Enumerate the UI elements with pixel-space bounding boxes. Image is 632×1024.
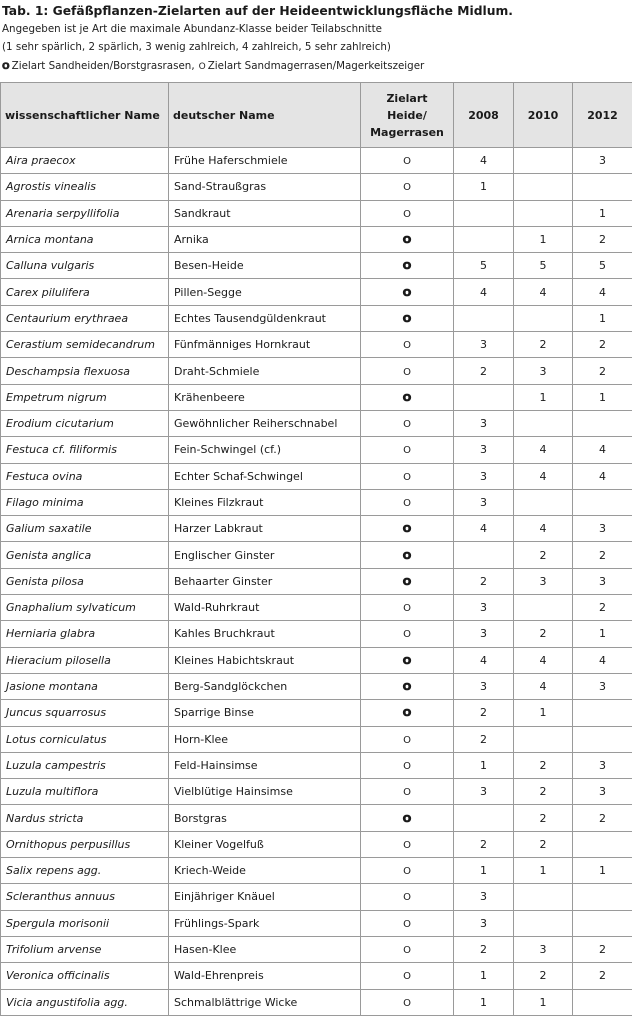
table-row [1,384,632,410]
table-row [1,700,632,726]
thin-circle-icon: O [403,787,411,799]
german-name-cell: Wald-Ehrenpreis [169,963,361,989]
target-type-cell [361,463,454,489]
german-name-cell: Frühe Haferschmiele [169,148,361,174]
abundance-2008-cell: 4 [454,279,514,305]
table-row [1,831,632,857]
thin-circle-icon: O [403,445,411,457]
target-type-cell [361,726,454,752]
legend-heide-label: Zielart Sandheiden/Borstgrasrasen, [11,60,195,72]
german-name-cell: Sparrige Binse [169,700,361,726]
target-type-cell [361,279,454,305]
target-type-cell [361,384,454,410]
table-row [1,253,632,279]
table-row [1,305,632,331]
target-type-cell [361,358,454,384]
german-name-cell: Englischer Ginster [169,542,361,568]
target-type-cell [361,253,454,279]
thin-circle-icon: O [403,839,411,851]
thin-circle-icon: O [403,918,411,930]
abundance-2010-cell [514,726,573,752]
target-type-cell [361,936,454,962]
abundance-2010-cell: 2 [514,963,573,989]
scientific-name-cell: Carex pilulifera [1,279,169,305]
german-name-cell: Kleines Habichtskraut [169,647,361,673]
scientific-name-cell: Festuca ovina [1,463,169,489]
bold-circle-icon: O [402,682,412,694]
german-name-cell: Kahles Bruchkraut [169,621,361,647]
target-type-cell [361,858,454,884]
abundance-2010-cell: 2 [514,779,573,805]
scientific-name-cell: Salix repens agg. [1,858,169,884]
german-name-cell: Vielblütige Hainsimse [169,779,361,805]
bold-circle-icon: O [2,62,10,72]
bold-circle-icon: O [402,550,412,562]
scientific-name-cell: Vicia angustifolia agg. [1,989,169,1015]
abundance-2012-cell [573,726,632,752]
target-type-cell [361,542,454,568]
abundance-2012-cell: 2 [573,226,632,252]
abundance-2010-cell [514,410,573,436]
target-type-cell [361,621,454,647]
table-row [1,910,632,936]
abundance-2008-cell: 2 [454,700,514,726]
abundance-2012-cell: 3 [573,752,632,778]
table-subtitle-line2: (1 sehr spärlich, 2 spärlich, 3 wenig zahlreich, 4 zahlreich, 5 sehr zahlreich) [2,41,391,53]
scientific-name-cell: Veronica officinalis [1,963,169,989]
abundance-2008-cell: 3 [454,884,514,910]
abundance-2008-cell [454,200,514,226]
abundance-2012-cell: 5 [573,253,632,279]
abundance-2008-cell: 4 [454,516,514,542]
thin-circle-icon: O [198,62,206,72]
scientific-name-cell: Filago minima [1,489,169,515]
table-row [1,673,632,699]
legend [2,58,630,75]
abundance-2010-cell: 2 [514,542,573,568]
abundance-2012-cell [573,410,632,436]
abundance-2010-cell: 3 [514,358,573,384]
abundance-2012-cell: 3 [573,516,632,542]
german-name-cell: Draht-Schmiele [169,358,361,384]
german-name-cell: Krähenbeere [169,384,361,410]
abundance-2012-cell: 2 [573,936,632,962]
abundance-2012-cell: 2 [573,542,632,568]
target-type-cell [361,831,454,857]
target-type-cell [361,332,454,358]
abundance-2008-cell [454,542,514,568]
table-row [1,621,632,647]
german-name-cell: Harzer Labkraut [169,516,361,542]
abundance-2008-cell: 3 [454,332,514,358]
abundance-2010-cell: 1 [514,384,573,410]
german-name-cell: Echter Schaf-Schwingel [169,463,361,489]
abundance-2008-cell: 3 [454,910,514,936]
target-type-cell [361,752,454,778]
abundance-2012-cell: 2 [573,805,632,831]
abundance-2010-cell [514,200,573,226]
german-name-cell: Kriech-Weide [169,858,361,884]
abundance-2008-cell: 4 [454,148,514,174]
abundance-2008-cell [454,805,514,831]
abundance-2008-cell: 3 [454,437,514,463]
table-row [1,989,632,1015]
bold-circle-icon: O [402,392,412,404]
abundance-2012-cell [573,910,632,936]
table-row [1,805,632,831]
abundance-2012-cell [573,989,632,1015]
abundance-2008-cell: 2 [454,936,514,962]
abundance-2010-cell: 3 [514,568,573,594]
abundance-2010-cell: 2 [514,805,573,831]
target-type-cell [361,595,454,621]
abundance-2008-cell [454,384,514,410]
table-row [1,226,632,252]
abundance-2012-cell: 3 [573,148,632,174]
target-type-cell [361,963,454,989]
abundance-2008-cell: 1 [454,963,514,989]
scientific-name-cell: Hieracium pilosella [1,647,169,673]
column-header-2008: 2008 [454,83,514,148]
abundance-2008-cell: 3 [454,410,514,436]
target-type-cell [361,647,454,673]
scientific-name-cell: Spergula morisonii [1,910,169,936]
thin-circle-icon: O [403,366,411,378]
abundance-2010-cell: 1 [514,226,573,252]
german-name-cell: Horn-Klee [169,726,361,752]
table-row [1,410,632,436]
abundance-2010-cell: 1 [514,989,573,1015]
thin-circle-icon: O [403,208,411,220]
thin-circle-icon: O [403,629,411,641]
target-type-cell [361,410,454,436]
scientific-name-cell: Genista pilosa [1,568,169,594]
table-row [1,752,632,778]
german-name-cell: Wald-Ruhrkraut [169,595,361,621]
thin-circle-icon: O [403,945,411,957]
abundance-2010-cell: 2 [514,621,573,647]
scientific-name-cell: Deschampsia flexuosa [1,358,169,384]
abundance-2012-cell [573,489,632,515]
table-row [1,726,632,752]
abundance-2012-cell: 4 [573,647,632,673]
table-row [1,174,632,200]
abundance-2010-cell: 2 [514,332,573,358]
abundance-2010-cell [514,884,573,910]
scientific-name-cell: Arenaria serpyllifolia [1,200,169,226]
bold-circle-icon: O [402,313,412,325]
abundance-2012-cell: 4 [573,279,632,305]
abundance-2010-cell [514,595,573,621]
abundance-2008-cell: 3 [454,673,514,699]
german-name-cell: Hasen-Klee [169,936,361,962]
scientific-name-cell: Herniaria glabra [1,621,169,647]
thin-circle-icon: O [403,760,411,772]
abundance-2008-cell [454,305,514,331]
scientific-name-cell: Nardus stricta [1,805,169,831]
scientific-name-cell: Cerastium semidecandrum [1,332,169,358]
scientific-name-cell: Festuca cf. filiformis [1,437,169,463]
table-row [1,647,632,673]
abundance-2012-cell [573,831,632,857]
scientific-name-cell: Centaurium erythraea [1,305,169,331]
scientific-name-cell: Trifolium arvense [1,936,169,962]
abundance-2010-cell: 1 [514,858,573,884]
table-row [1,489,632,515]
abundance-2008-cell: 2 [454,831,514,857]
abundance-2008-cell [454,226,514,252]
german-name-cell: Pillen-Segge [169,279,361,305]
abundance-2010-cell: 2 [514,831,573,857]
abundance-2010-cell: 4 [514,279,573,305]
abundance-2008-cell: 3 [454,621,514,647]
german-name-cell: Feld-Hainsimse [169,752,361,778]
thin-circle-icon: O [403,471,411,483]
german-name-cell: Fein-Schwingel (cf.) [169,437,361,463]
table-row [1,568,632,594]
abundance-2008-cell: 3 [454,779,514,805]
table-row [1,332,632,358]
target-type-cell [361,779,454,805]
abundance-2012-cell: 1 [573,858,632,884]
thin-circle-icon: O [403,340,411,352]
bold-circle-icon: O [402,576,412,588]
thin-circle-icon: O [403,419,411,431]
target-type-cell [361,200,454,226]
column-header-target-line3: Magerrasen [370,125,444,139]
bold-circle-icon: O [402,524,412,536]
thin-circle-icon: O [403,182,411,194]
scientific-name-cell: Scleranthus annuus [1,884,169,910]
target-type-cell [361,516,454,542]
table-title: Tab. 1: Gefäßpflanzen-Zielarten auf der Heideentwicklungsfläche Midlum. [2,4,513,18]
abundance-2012-cell: 2 [573,963,632,989]
table-row [1,200,632,226]
target-type-cell [361,226,454,252]
abundance-2008-cell: 1 [454,174,514,200]
scientific-name-cell: Genista anglica [1,542,169,568]
scientific-name-cell: Erodium cicutarium [1,410,169,436]
german-name-cell: Frühlings-Spark [169,910,361,936]
german-name-cell: Kleiner Vogelfuß [169,831,361,857]
table-row [1,279,632,305]
scientific-name-cell: Arnica montana [1,226,169,252]
species-table [0,82,632,1016]
target-type-cell [361,989,454,1015]
target-type-cell [361,673,454,699]
german-name-cell: Einjähriger Knäuel [169,884,361,910]
target-type-cell [361,174,454,200]
target-type-cell [361,437,454,463]
column-header-2010: 2010 [514,83,573,148]
scientific-name-cell: Luzula campestris [1,752,169,778]
german-name-cell: Berg-Sandglöckchen [169,673,361,699]
abundance-2010-cell [514,305,573,331]
abundance-2012-cell [573,884,632,910]
table-row [1,779,632,805]
table-row [1,963,632,989]
abundance-2012-cell: 2 [573,358,632,384]
abundance-2010-cell: 2 [514,752,573,778]
target-type-cell [361,910,454,936]
abundance-2008-cell: 3 [454,489,514,515]
german-name-cell: Schmalblättrige Wicke [169,989,361,1015]
scientific-name-cell: Lotus corniculatus [1,726,169,752]
scientific-name-cell: Ornithopus perpusillus [1,831,169,857]
german-name-cell: Behaarter Ginster [169,568,361,594]
german-name-cell: Echtes Tausendgüldenkraut [169,305,361,331]
table-row [1,936,632,962]
bold-circle-icon: O [402,708,412,720]
abundance-2008-cell: 1 [454,989,514,1015]
abundance-2008-cell: 3 [454,595,514,621]
column-header-german: deutscher Name [169,83,361,148]
thin-circle-icon: O [403,892,411,904]
abundance-2012-cell: 4 [573,463,632,489]
thin-circle-icon: O [403,603,411,615]
target-type-cell [361,489,454,515]
column-header-2012: 2012 [573,83,632,148]
abundance-2008-cell: 4 [454,647,514,673]
table-row [1,542,632,568]
table-subtitle-line1: Angegeben ist je Art die maximale Abundanz-Klasse beider Teilabschnitte [2,23,382,35]
scientific-name-cell: Agrostis vinealis [1,174,169,200]
table-row [1,437,632,463]
thin-circle-icon: O [403,156,411,168]
abundance-2008-cell: 1 [454,752,514,778]
abundance-2012-cell: 1 [573,200,632,226]
scientific-name-cell: Juncus squarrosus [1,700,169,726]
column-header-target-line2: Heide/ [387,108,427,122]
abundance-2008-cell: 3 [454,463,514,489]
table-header-row [1,83,632,148]
abundance-2008-cell: 5 [454,253,514,279]
abundance-2010-cell: 1 [514,700,573,726]
target-type-cell [361,305,454,331]
abundance-2012-cell [573,700,632,726]
target-type-cell [361,568,454,594]
abundance-2012-cell: 1 [573,384,632,410]
column-header-target-line1: Zielart [386,91,428,105]
table-row [1,884,632,910]
thin-circle-icon: O [403,498,411,509]
abundance-2010-cell: 4 [514,647,573,673]
abundance-2012-cell: 3 [573,779,632,805]
scientific-name-cell: Jasione montana [1,673,169,699]
scientific-name-cell: Gnaphalium sylvaticum [1,595,169,621]
abundance-2010-cell [514,148,573,174]
scientific-name-cell: Empetrum nigrum [1,384,169,410]
abundance-2012-cell: 3 [573,568,632,594]
german-name-cell: Arnika [169,226,361,252]
abundance-2012-cell: 1 [573,621,632,647]
german-name-cell: Besen-Heide [169,253,361,279]
column-header-scientific: wissenschaftlicher Name [1,83,169,148]
scientific-name-cell: Galium saxatile [1,516,169,542]
abundance-2012-cell: 1 [573,305,632,331]
thin-circle-icon: O [403,971,411,983]
abundance-2010-cell: 4 [514,516,573,542]
target-type-cell [361,700,454,726]
german-name-cell: Sand-Straußgras [169,174,361,200]
abundance-2010-cell: 3 [514,936,573,962]
bold-circle-icon: O [402,287,412,299]
german-name-cell: Borstgras [169,805,361,831]
scientific-name-cell: Calluna vulgaris [1,253,169,279]
scientific-name-cell: Aira praecox [1,148,169,174]
abundance-2012-cell [573,174,632,200]
abundance-2010-cell: 4 [514,673,573,699]
bold-circle-icon: O [402,235,412,247]
bold-circle-icon: O [402,813,412,825]
thin-circle-icon: O [403,734,411,746]
table-row [1,358,632,384]
thin-circle-icon: O [403,866,411,878]
abundance-2012-cell: 2 [573,332,632,358]
abundance-2012-cell: 3 [573,673,632,699]
abundance-2012-cell: 2 [573,595,632,621]
abundance-2010-cell [514,489,573,515]
target-type-cell [361,805,454,831]
legend-magerrasen-label: Zielart Sandmagerrasen/Magerkeitszeiger [207,60,425,72]
table-row [1,148,632,174]
abundance-2008-cell: 1 [454,858,514,884]
german-name-cell: Gewöhnlicher Reiherschnabel [169,410,361,436]
table-row [1,516,632,542]
target-type-cell [361,148,454,174]
abundance-2008-cell: 2 [454,568,514,594]
german-name-cell: Kleines Filzkraut [169,489,361,515]
column-header-target [361,83,454,148]
abundance-2010-cell: 4 [514,437,573,463]
table-row [1,463,632,489]
abundance-2010-cell [514,910,573,936]
german-name-cell: Sandkraut [169,200,361,226]
german-name-cell: Fünfmänniges Hornkraut [169,332,361,358]
abundance-2008-cell: 2 [454,358,514,384]
abundance-2010-cell: 5 [514,253,573,279]
abundance-2010-cell: 4 [514,463,573,489]
table-row [1,858,632,884]
bold-circle-icon: O [402,261,412,273]
table-body [1,148,632,1016]
scientific-name-cell: Luzula multiflora [1,779,169,805]
abundance-2012-cell: 4 [573,437,632,463]
thin-circle-icon: O [403,997,411,1009]
abundance-2008-cell: 2 [454,726,514,752]
target-type-cell [361,884,454,910]
bold-circle-icon: O [402,655,412,667]
table-row [1,595,632,621]
abundance-2010-cell [514,174,573,200]
